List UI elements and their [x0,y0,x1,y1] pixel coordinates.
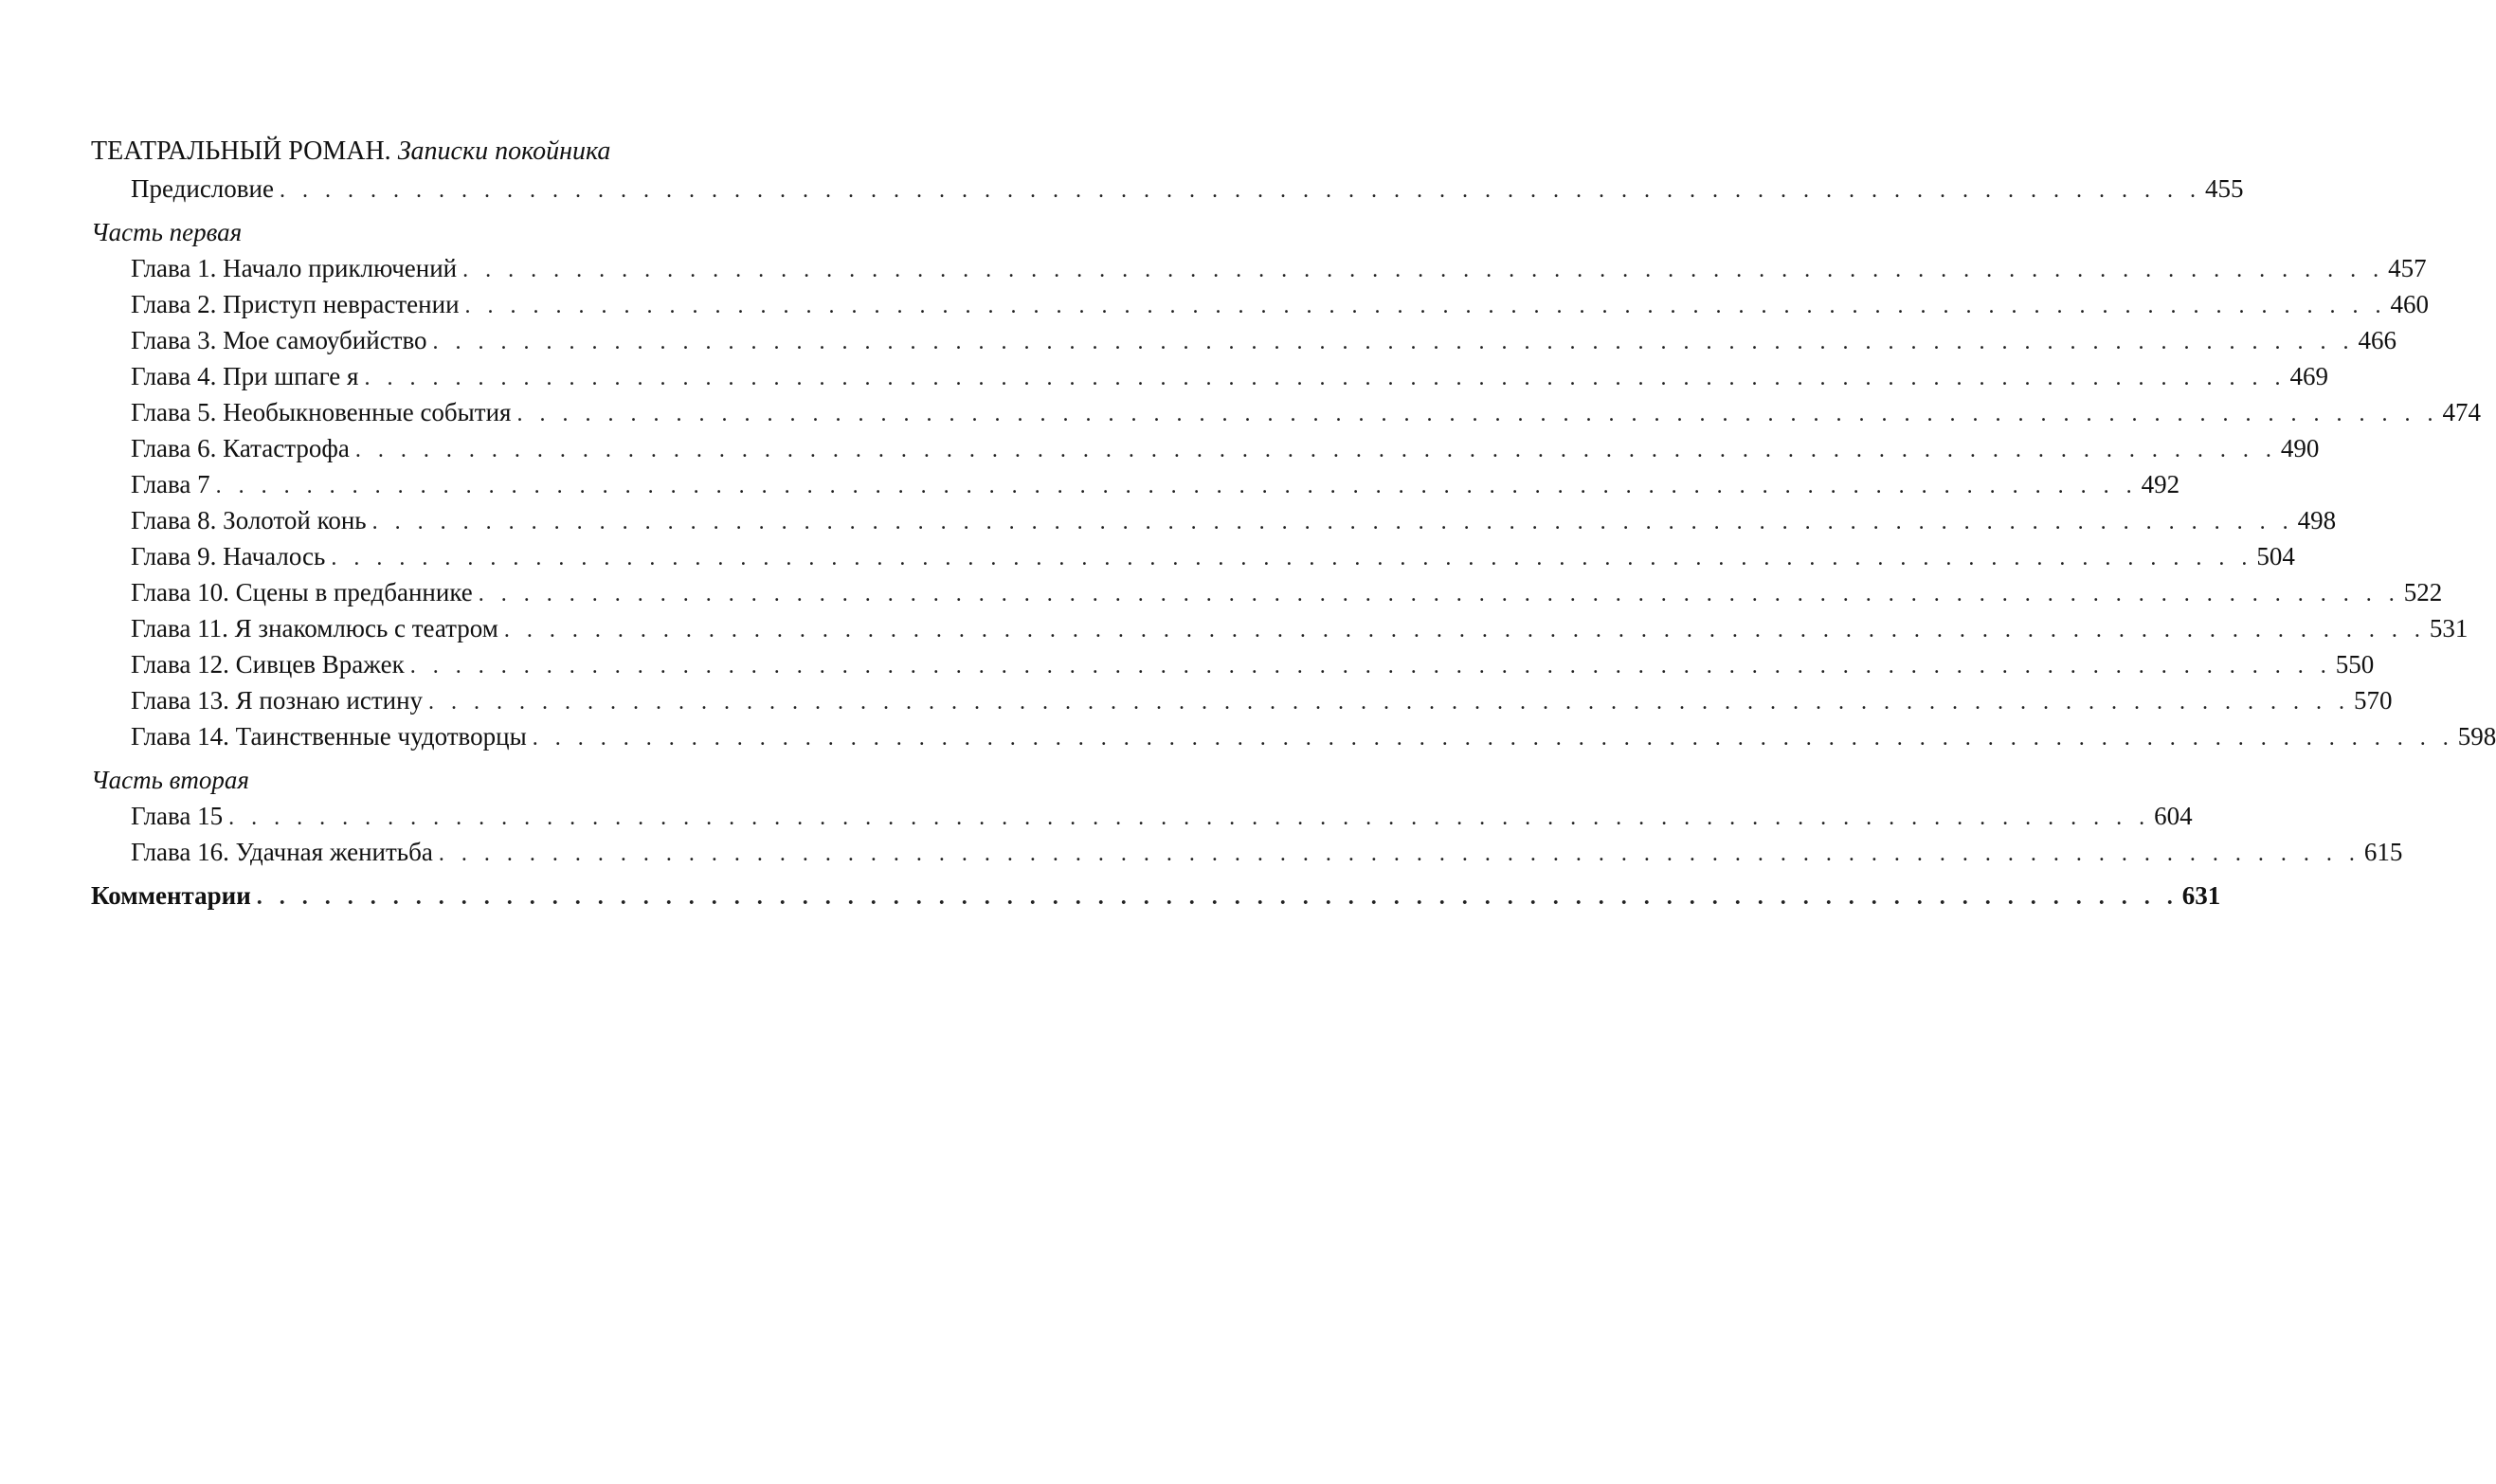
toc-entry-chapter-2[interactable] [91,286,2430,322]
toc-entry-chapter-14[interactable] [91,718,2496,754]
toc-entry-label: Глава 12. Сивцев Вражек [131,650,405,679]
part-heading-2: Часть вторая [91,766,249,794]
toc-entry-label: Глава 5. Необыкновенные события [131,398,512,426]
toc-entry-chapter-11[interactable] [91,610,2469,646]
dot-leader: . . . . . . . . . . . . . . . . . . . . . . . . . . . . . . . . . . . . . . . . . . . . . . . . . . . . . . . . . . . . . . . . . . . . . . . . . . . . . . . . . . . . . [438,842,2360,866]
dot-leader: . . . . . . . . . . . . . . . . . . . . . . . . . . . . . . . . . . . . . . . . . . . . . . . . . . . . . . . . . . . . . . . . . . . . . . . . . . . . . . . . . . . . . [364,366,2287,390]
work-subtitle: Записки покойника [397,136,611,166]
toc-entry-chapter-15[interactable] [91,798,2193,834]
dot-leader: . . . . . . . . . . . . . . . . . . . . . . . . . . . . . . . . . . . . . . . . . . . . . . . . . . . . . . . . . . . . . . . . . . . . . . . . . . . . . . . . . . . . . [409,654,2332,679]
toc-entry-label: Глава 6. Катастрофа [131,434,350,462]
toc-entry-page: 531 [2429,614,2469,642]
toc-entry-page: 460 [2390,290,2430,318]
part-heading-1: Часть первая [91,218,243,246]
toc-entry-label: Глава 10. Сцены в предбаннике [131,578,473,606]
toc-entry-page: 504 [2256,542,2295,570]
toc-entry-label: Глава 8. Золотой конь [131,506,367,534]
dot-leader: . . . . . . . . . . . . . . . . . . . . . . . . . . . . . . . . . . . . . . . . . . . . . . . . . . . . . . . . . . . . . . . . . . . . . . . . . . . . . . . . . . . . . [516,402,2439,426]
dot-leader: . . . . . . . . . . . . . . . . . . . . . . . . . . . . . . . . . . . . . . . . . . . . . . . . . . . . . . . . . . . . . . . . . . . . . . . . . . . . . . . . . . . . . [215,474,2138,498]
toc-entry-label: Глава 2. Приступ неврастении [131,290,460,318]
toc-entry-page: 598 [2457,722,2496,751]
toc-entry-page: 466 [2358,326,2397,354]
dot-leader: . . . . . . . . . . . . . . . . . . . . . . . . . . . . . . . . . . . . . . . . . . . . . . . . . . . . . . . . . . . . . . . . . . . . . . . . . . . . . . . . . . . . . [228,805,2151,830]
dot-leader: . . . . . . . . . . . . . . . . . . . . . . . . . . . . . . . . . . . . . . . . . . . . . . . . . . . . . . . . . . . . . . . . . . . . . . . . . . . . . . . . . . . . . [371,510,2294,534]
toc-entry-page: 631 [2181,881,2221,910]
toc-entry-label: Глава 1. Начало приключений [131,254,458,282]
toc-entry-label: Глава 14. Таинственные чудотворцы [131,722,527,751]
toc-entry-comments[interactable] [91,878,2221,914]
toc-entry-chapter-7[interactable] [91,466,2180,502]
toc-entry-label: Предисловие [131,174,274,203]
toc-entry-label: Глава 9. Началось [131,542,326,570]
dot-leader: . . . . . . . . . . . . . . . . . . . . . . . . . . . . . . . . . . . . . . . . . . . . . . . . . . . . . . . . . . . . . . . . . . . . . . . . . . . . . . . . . . . . . [532,726,2454,751]
toc-entry-page: 469 [2289,362,2328,390]
toc-entry-label: Глава 15 [131,802,224,830]
toc-entry-chapter-8[interactable] [91,502,2337,538]
dot-leader: . . . . . . . . . . . . . . . . . . . . . . . . . . . . . . . . . . . . . . . . . . . . . . . . . . . . . . . . . . . . . . . . . . . . . . . . . . . . . . . . . . . . . [432,330,2355,354]
toc-entry-page: 604 [2154,802,2193,830]
toc-entry-label: Глава 7 [131,470,210,498]
toc-entry-page: 455 [2204,174,2244,203]
dot-leader: . . . . . . . . . . . . . . . . . . . . . . . . . . . . . . . . . . . . . . . . . . . . . . . . . . . . . . . . . . . . . . . . . . . . . . . . . . . . . . . . . . . . . [478,582,2400,606]
table-of-contents [91,133,2496,914]
toc-entry-page: 498 [2297,506,2337,534]
dot-leader: . . . . . . . . . . . . . . . . . . . . . . . . . . . . . . . . . . . . . . . . . . . . . . . . . . . . . . . . . . . . . . . . . . . . . . . . . . . . . . . . . . . . . [331,546,2253,570]
toc-entry-chapter-13[interactable] [91,682,2393,718]
toc-entry-chapter-3[interactable] [91,322,2397,358]
toc-entry-chapter-5[interactable] [91,394,2481,430]
toc-entry-label: Глава 3. Мое самоубийство [131,326,427,354]
toc-entry-chapter-12[interactable] [91,646,2375,682]
toc-entry-page: 490 [2280,434,2320,462]
toc-entry-page: 492 [2141,470,2180,498]
dot-leader: . . . . . . . . . . . . . . . . . . . . . . . . . . . . . . . . . . . . . . . . . . . . . . . . . . . . . . . . . . . . . . . . . . . . . . . . . . . . . . . . . . . . . [428,690,2351,715]
toc-entry-page: 550 [2335,650,2375,679]
toc-entry-label: Глава 16. Удачная женитьба [131,838,433,866]
dot-leader: . . . . . . . . . . . . . . . . . . . . . . . . . . . . . . . . . . . . . . . . . . . . . . . . . . . . . . . . . . . . . . . . . . . . . . . . . . . . . . . . . . . . . [503,618,2426,642]
dot-leader: . . . . . . . . . . . . . . . . . . . . . . . . . . . . . . . . . . . . . . . . . . . . . . . . . . . . . . . . . . . . . . . . . . . . . . . . . . . . . . . . . . . . . [462,258,2385,282]
toc-entry-label: Глава 4. При шпаге я [131,362,359,390]
toc-entry-page: 457 [2388,254,2427,282]
toc-entry-page: 615 [2363,838,2403,866]
dot-leader: . . . . . . . . . . . . . . . . . . . . . . . . . . . . . . . . . . . . . . . . . . . . . . . . . . . . . . . . . . . . . . . . . . . . . . . . . . . . . . . . . . . . . [354,438,2277,462]
toc-entry-label: Глава 13. Я познаю истину [131,686,424,715]
toc-entry-chapter-16[interactable] [91,834,2403,870]
toc-entry-page: 570 [2354,686,2393,715]
toc-entry-label: Комментарии [91,881,251,910]
toc-entry-page: 522 [2403,578,2443,606]
toc-entry-page: 474 [2442,398,2481,426]
toc-entry-chapter-4[interactable] [91,358,2328,394]
toc-entry-chapter-9[interactable] [91,538,2295,574]
toc-entry-chapter-10[interactable] [91,574,2443,610]
toc-entry-preface[interactable] [91,171,2244,207]
work-title [91,133,849,171]
toc-entry-chapter-1[interactable] [91,250,2427,286]
dot-leader: . . . . . . . . . . . . . . . . . . . . . . . . . . . . . . . . . . . . . . . . . . . . . . . . . . . . . . . . . . . . . . . . . . . . . . . . . . . . . . . . . . . . . [464,294,2387,318]
toc-entry-chapter-6[interactable] [91,430,2320,466]
dot-leader: . . . . . . . . . . . . . . . . . . . . . . . . . . . . . . . . . . . . . . . . . . . . . . . . . . . . . . . . . . . . . . . . . . . . . . . . . . . . . . . . . . . . . [279,178,2201,203]
toc-entry-label: Глава 11. Я знакомлюсь с театром [131,614,498,642]
dot-leader: . . . . . . . . . . . . . . . . . . . . . . . . . . . . . . . . . . . . . . . . . . . . . . . . . . . . . . . . . . . . . . . . . . . . . . . . . . . . . . . . . . . . . [256,885,2179,910]
work-title-main: ТЕАТРАЛЬНЫЙ РОМАН. [91,136,391,166]
